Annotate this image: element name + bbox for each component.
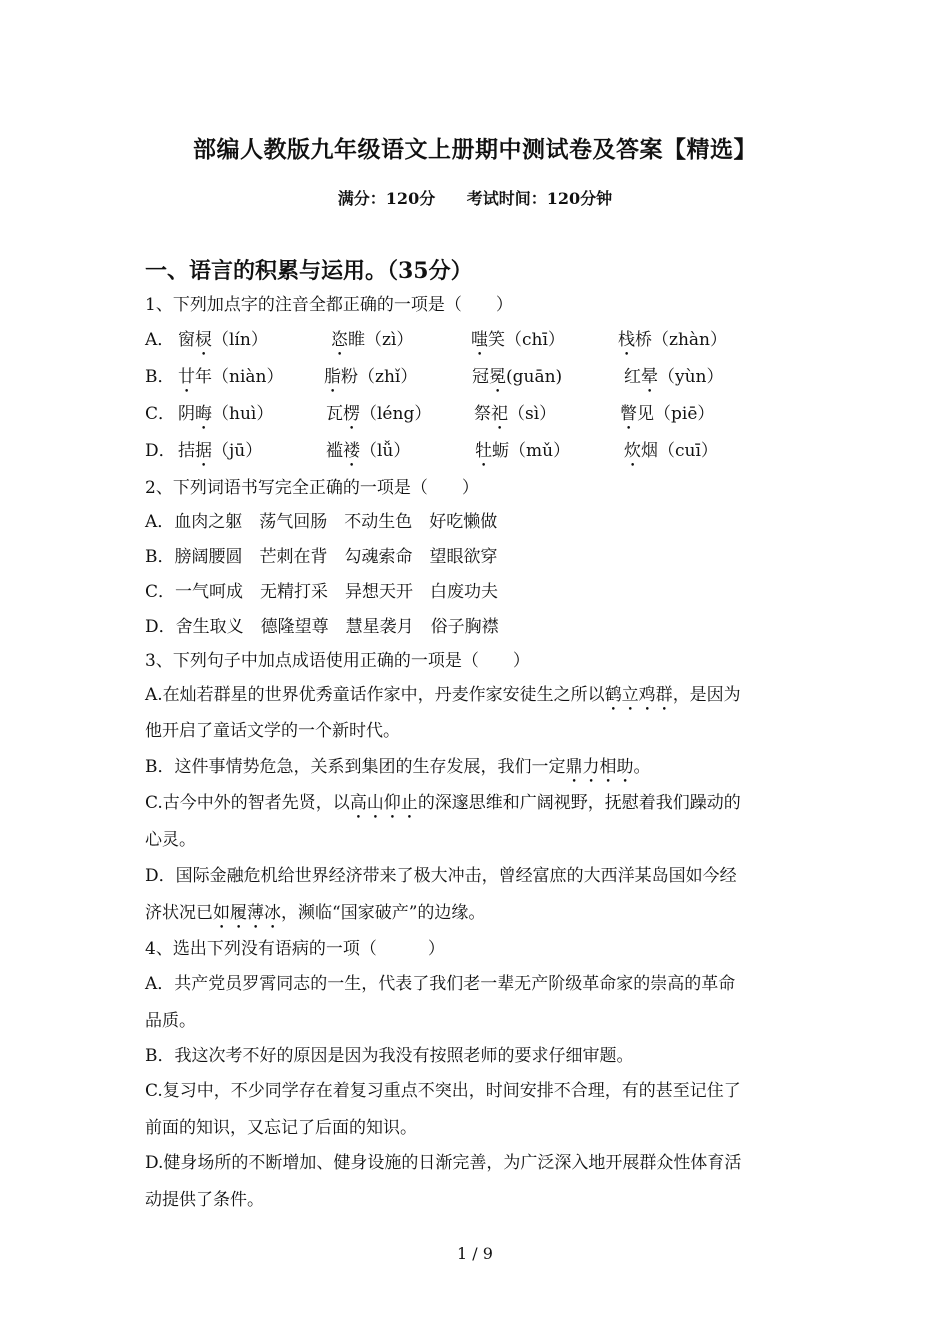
q3-option-c-cont: 心灵。: [145, 830, 196, 850]
q3-option-a: A.在灿若群星的世界优秀童话作家中，丹麦作家安徒生之所以鹤立鸡群，是因为: [145, 685, 741, 705]
q1-item: 冠冕(guān): [472, 367, 563, 387]
q1-stem: 1、下列加点字的注音全都正确的一项是（ ）: [145, 295, 513, 315]
q1-item: 栈桥（zhàn）: [618, 330, 727, 350]
q2-option: B．膀阔腰圆 芒刺在背 勾魂索命 望眼欲穿: [145, 547, 498, 567]
q4-option-c: C.复习中，不少同学存在着复习重点不突出，时间安排不合理，有的甚至记住了: [145, 1081, 741, 1101]
q1-item: 祭祀（sì）: [474, 404, 557, 424]
q1-item: 廿年（niàn）: [178, 367, 284, 387]
q1-item: 恣睢（zì）: [331, 330, 414, 350]
q1-item: 牡蛎（mǔ）: [475, 441, 571, 461]
q3-stem: 3、下列句子中加点成语使用正确的一项是（ ）: [145, 651, 530, 671]
q1-row-label: C．: [145, 404, 176, 424]
q1-item: 炊烟（cuī）: [624, 441, 718, 461]
exam-info: [0, 186, 950, 209]
q1-item: 阴晦（huì）: [178, 404, 274, 424]
q2-option: A．血肉之躯 荡气回肠 不动生色 好吃懒做: [145, 512, 498, 532]
exam-time: 考试时间：120分钟: [466, 189, 613, 208]
page-number: 1 / 9: [457, 1244, 493, 1263]
q3-option-d-cont: 济状况已如履薄冰，濒临“国家破产”的边缘。: [145, 903, 486, 923]
q1-item: 嗤笑（chī）: [471, 330, 565, 350]
q1-item: 瞥见（piē）: [620, 404, 715, 424]
q1-row-label: D．: [145, 441, 176, 461]
page-title: 部编人教版九年级语文上册期中测试卷及答案【精选】: [193, 136, 757, 163]
q1-item: 脂粉（zhǐ）: [324, 367, 418, 387]
q1-row-label: B．: [145, 367, 175, 387]
q2-option: D．舍生取义 德隆望尊 慧星袭月 俗子胸襟: [145, 617, 499, 637]
q3-option-b: B．这件事情势危急，关系到集团的生存发展，我们一定鼎力相助。: [145, 757, 651, 777]
q4-option-d: D.健身场所的不断增加、健身设施的日渐完善，为广泛深入地开展群众性体育活: [145, 1153, 742, 1173]
q2-stem: 2、下列词语书写完全正确的一项是（ ）: [145, 478, 479, 498]
q4-option-d-cont: 动提供了条件。: [145, 1190, 264, 1210]
q1-row-label: A．: [145, 330, 175, 350]
q1-item: 拮据（jū）: [178, 441, 263, 461]
section-title: 一、语言的积累与运用。（35分）: [145, 258, 473, 284]
q2-option: C．一气呵成 无精打采 异想天开 白废功夫: [145, 582, 499, 602]
q4-option-a-cont: 品质。: [145, 1011, 196, 1031]
q4-stem: 4、选出下列没有语病的一项（ ）: [145, 939, 445, 959]
full-score: 满分：120分: [337, 189, 436, 208]
q3-option-c: C.古今中外的智者先贤，以高山仰止的深邃思维和广阔视野，抚慰着我们躁动的: [145, 793, 741, 813]
q1-item: 瓦楞（léng）: [326, 404, 432, 424]
q3-option-d: D．国际金融危机给世界经济带来了极大冲击，曾经富庶的大西洋某岛国如今经: [145, 866, 737, 886]
q1-item: 红晕（yùn）: [624, 367, 724, 387]
q4-option-b: B．我这次考不好的原因是因为我没有按照老师的要求仔细审题。: [145, 1046, 634, 1066]
q3-option-a-cont: 他开启了童话文学的一个新时代。: [145, 721, 400, 741]
q1-item: 窗棂（lín）: [178, 330, 268, 350]
q4-option-c-cont: 前面的知识，又忘记了后面的知识。: [145, 1118, 417, 1138]
q1-item: 褴褛（lǚ）: [326, 441, 411, 461]
q4-option-a: A．共产党员罗霄同志的一生，代表了我们老一辈无产阶级革命家的崇高的革命: [145, 974, 736, 994]
